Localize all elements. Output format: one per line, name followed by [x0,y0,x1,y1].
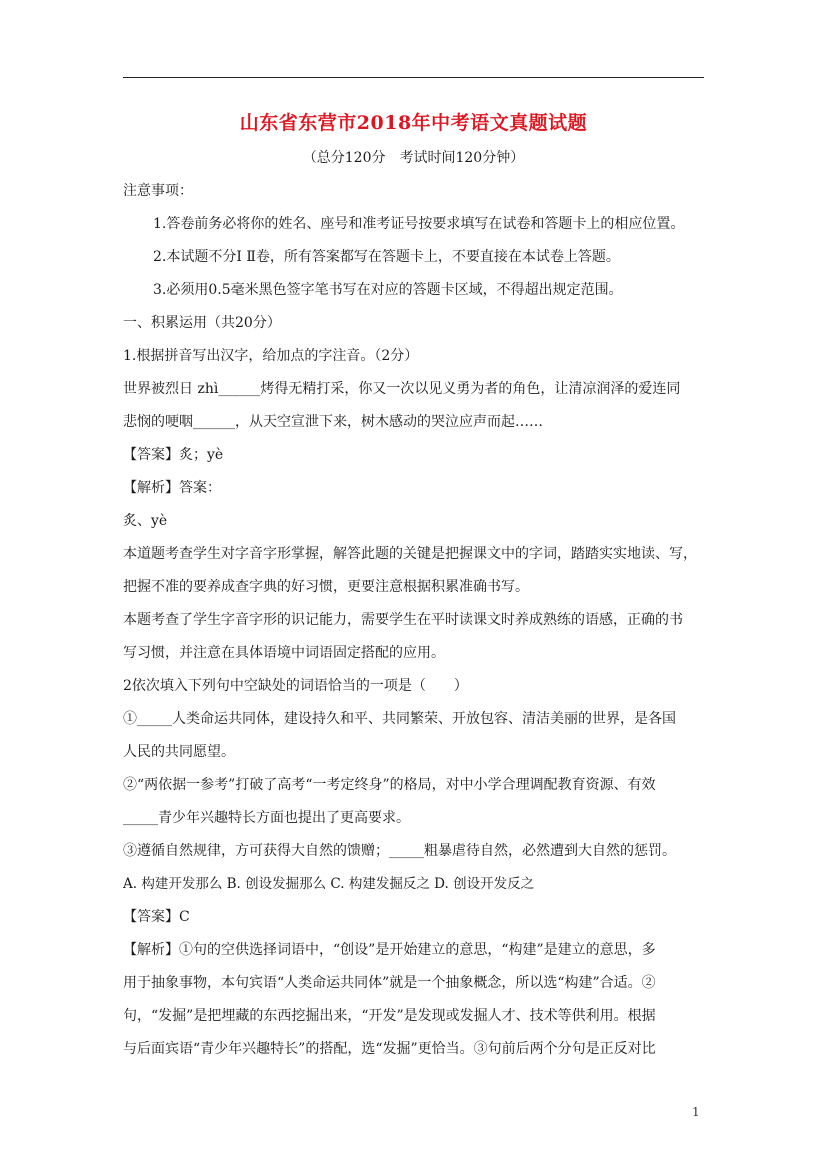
question-1-analysis-answer: 炙、yè [123,513,168,529]
question-2-analysis-line: 用于抽象事物，本句宾语“人类命运共同体”就是一个抽象概念，所以选“构建”合适。② [123,975,656,991]
question-2-sentence: ①_____人类命运共同体，建设持久和平、共同繁荣、开放包容、清洁美丽的世界，是各国 [123,711,676,727]
question-1-analysis-label: 【解析】答案： [123,480,221,496]
question-2-sentence: ③遵循自然规律，方可获得大自然的馈赠；_____粗暴虐待自然，必然遭到大自然的惩罚。 [123,843,676,859]
section-heading: 一、积累运用（共20分） [123,315,281,331]
notice-item: 1.答卷前务必将你的姓名、座号和准考证号按要求填写在试卷和答题卡上的相应位置。 [153,216,685,232]
document-subtitle: （总分120分 考试时间120分钟） [302,150,525,166]
question-1-analysis-line: 本题考查了学生字音字形的识记能力，需要学生在平时读课文时养成熟练的语感，正确的书 [123,612,683,628]
question-2-analysis-line: 【解析】①句的空供选择词语中，“创设”是开始建立的意思，“构建”是建立的意思，多 [123,942,656,958]
question-1-analysis-line: 把握不准的要养成查字典的好习惯，更要注意根据积累准确书写。 [123,579,529,595]
question-2-analysis-line: 句，“发掘”是把埋藏的东西挖掘出来，“开发”是发现或发掘人才、技术等供利用。根据 [123,1008,656,1024]
question-2-sentence: 人民的共同愿望。 [123,744,235,760]
document-title: 山东省东营市2018年中考语文真题试题 [239,112,588,134]
question-1-prompt: 1.根据拼音写出汉字，给加点的字注音。（2分） [123,348,419,364]
question-2-analysis-line: 与后面宾语“青少年兴趣特长”的搭配，选“发掘”更恰当。③句前后两个分句是正反对比 [123,1041,656,1057]
page-number: 1 [692,1105,700,1119]
document-body [123,108,704,1066]
question-1-analysis-line: 写习惯，并注意在具体语境中词语固定搭配的应用。 [123,645,445,661]
question-2-sentence: _____青少年兴趣特长方面也提出了更高要求。 [123,810,410,826]
question-2-sentence: ②“两依据一参考”打破了高考“一考定终身”的格局，对中小学合理调配教育资源、有效 [123,777,656,793]
question-1-line: 悲悯的哽咽______，从天空宣泄下来，树木感动的哭泣应声而起…… [123,414,543,430]
question-2-prompt: 2依次填入下列句中空缺处的词语恰当的一项是（ ） [123,678,468,694]
question-2-options: A. 构建开发那么 B. 创设发掘那么 C. 构建发掘反之 D. 创设开发反之 [123,876,535,892]
question-1-analysis-line: 本道题考查学生对字音字形掌握，解答此题的关键是把握课文中的字词，踏踏实实地读、写， [123,546,697,562]
notice-heading: 注意事项： [123,183,193,199]
notice-item: 3.必须用0.5毫米黑色签字笔书写在对应的答题卡区域，不得超出规定范围。 [153,282,623,298]
notice-item: 2.本试题不分Ⅰ Ⅱ卷，所有答案都写在答题卡上，不要直接在本试卷上答题。 [153,249,620,265]
question-2-answer: 【答案】C [123,909,190,925]
question-1-answer: 【答案】炙；yè [123,447,224,463]
header-rule [123,77,704,78]
question-1-line: 世界被烈日 zhì______烤得无精打采，你又一次以见义勇为者的角色，让清凉润泽的爱连同 [123,381,681,397]
